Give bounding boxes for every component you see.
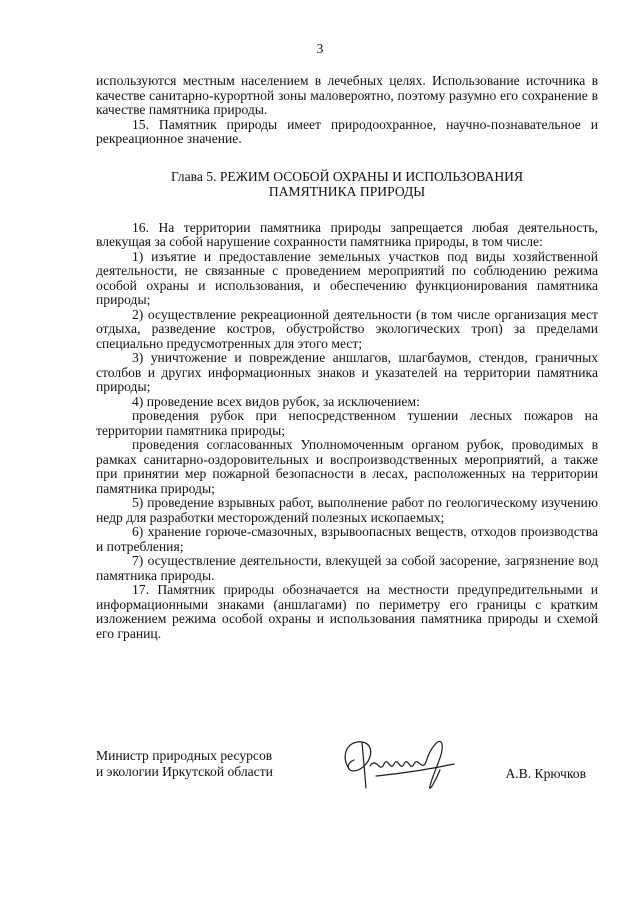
signatory-position-line: Министр природных ресурсов (96, 748, 273, 763)
paragraph: 15. Памятник природы имеет природоохранное, научно-познавательное и рекреационное значение. (96, 116, 598, 146)
paragraph: 5) проведение взрывных работ, выполнение работ по геологическому изучению недр для разработки месторождений полезных ископаемых; (96, 495, 598, 525)
paragraph: 7) осуществление деятельности, влекущей за собой засорение, загрязнение вод памятника природы. (96, 553, 598, 583)
paragraph: 3) уничтожение и повреждение аншлагов, шлагбаумов, стендов, граничных столбов и других информационных знаков и указателей на территории памятника природы; (96, 350, 598, 394)
signature-block (96, 748, 598, 808)
paragraph: 16. На территории памятника природы запрещается любая деятельность, влекущая за собой нарушение сохранности памятника природы, в том числе: (96, 219, 598, 249)
signatory-position (96, 748, 273, 780)
document-body (96, 74, 598, 641)
chapter-heading (96, 169, 598, 199)
signatory-name: А.В. Крючков (505, 766, 586, 781)
paragraph: 17. Памятник природы обозначается на местности предупредительными и информационными знаками (аншлагами) по периметру его границы с кратким изложением режима особой охраны и использования памятника природы и схемой его границ. (96, 582, 598, 641)
paragraph: проведения согласованных Уполномоченным органом рубок, проводимых в рамках санитарно-оздоровительных и воспроизводственных мероприятий, а также при принятии мер пожарной безопасности в лесах, расположенных на территории памятника природы; (96, 437, 598, 496)
chapter-heading-line: Глава 5. РЕЖИМ ОСОБОЙ ОХРАНЫ И ИСПОЛЬЗОВАНИЯ (170, 168, 524, 184)
handwritten-signature (336, 730, 466, 800)
paragraph: 2) осуществление рекреационной деятельности (в том числе организация мест отдыха, разведение костров, обустройство экологических троп) за пределами специально предусмотренных для этого мест; (96, 306, 598, 351)
paragraph: проведения рубок при непосредственном тушении лесных пожаров на территории памятника природы; (96, 408, 598, 438)
page-number: 3 (316, 41, 324, 56)
signatory-position-line: и экологии Иркутской области (96, 764, 273, 779)
paragraph: 1) изъятие и предоставление земельных участков под виды хозяйственной деятельности, не связанные с проведением мероприятий по соблюдению режима особой охраны и использования, и обеспечению функционирования памятника природы; (96, 248, 598, 307)
paragraph: используются местным населением в лечебных целях. Использование источника в качестве санитарно-курортной зоны маловероятно, поэтому разумно его сохранение в качестве памятника природы. (96, 73, 598, 117)
paragraph: 4) проведение всех видов рубок, за исключением: (132, 393, 420, 409)
chapter-heading-line: ПАМЯТНИКА ПРИРОДЫ (268, 183, 426, 199)
paragraph: 6) хранение горюче-смазочных, взрывоопасных веществ, отходов производства и потребления; (96, 524, 598, 554)
